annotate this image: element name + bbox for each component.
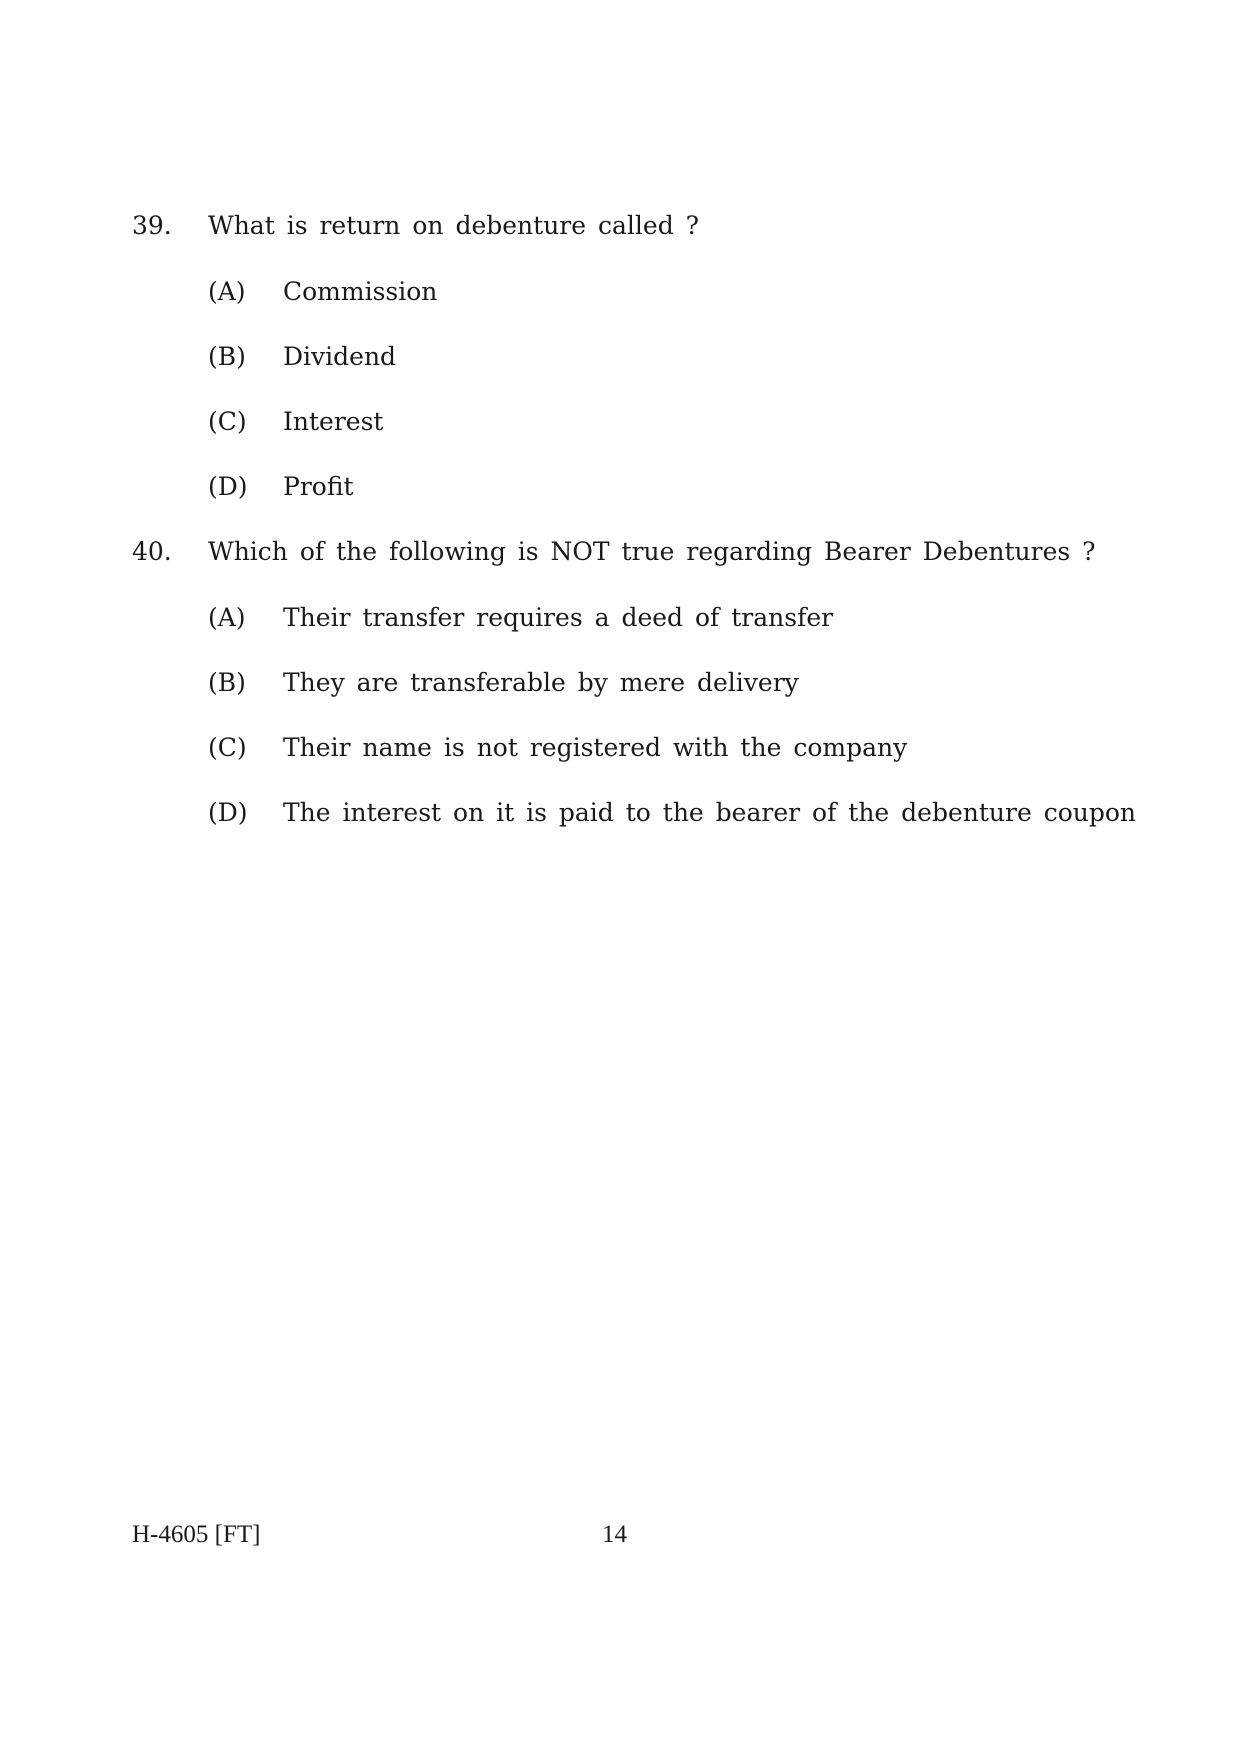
option-letter: (D) bbox=[208, 798, 248, 827]
question-text: Which of the following is NOT true regarding Bearer Debentures ? bbox=[208, 537, 1096, 566]
option-text: Profit bbox=[283, 472, 354, 501]
option-text: Commission bbox=[283, 277, 438, 306]
option-text: Interest bbox=[283, 407, 384, 436]
option-letter: (A) bbox=[208, 603, 246, 632]
option-text: Their transfer requires a deed of transfer bbox=[283, 603, 834, 632]
option-text: They are transferable by mere delivery bbox=[283, 668, 799, 697]
option-letter: (B) bbox=[208, 668, 246, 697]
option-text: The interest on it is paid to the bearer of the debenture coupon bbox=[283, 798, 1137, 827]
question-text: What is return on debenture called ? bbox=[208, 211, 700, 240]
option-letter: (C) bbox=[208, 733, 247, 762]
option-letter: (B) bbox=[208, 342, 246, 371]
question-number: 40. bbox=[132, 537, 172, 566]
option-letter: (A) bbox=[208, 277, 246, 306]
paper-code: H-4605 [FT] bbox=[132, 1521, 261, 1548]
option-text: Dividend bbox=[283, 342, 397, 371]
option-letter: (D) bbox=[208, 472, 248, 501]
page-number: 14 bbox=[602, 1521, 627, 1548]
option-letter: (C) bbox=[208, 407, 247, 436]
option-text: Their name is not registered with the company bbox=[283, 733, 908, 762]
question-number: 39. bbox=[132, 211, 172, 240]
